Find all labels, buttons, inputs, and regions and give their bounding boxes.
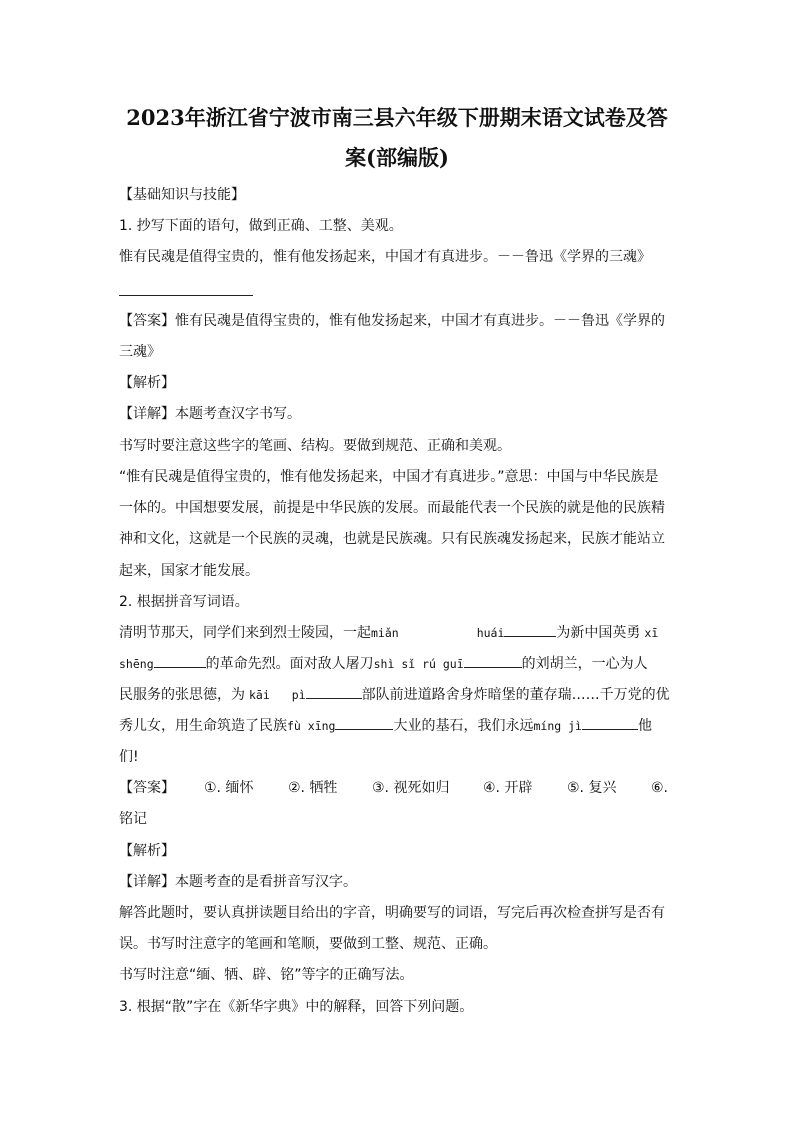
q2-passage-line-2 <box>119 653 648 675</box>
q1-explain-2: “惟有民魂是值得宝贵的，惟有他发扬起来，中国才有真进步。”意思：中国与中华民族是 <box>119 469 659 485</box>
q1-explain-3: 一体的。中国想要发展，前提是中华民族的发展。而最能代表一个民族的就是他的民族精 <box>119 500 665 516</box>
q2-text: 部队前进道路舍身炸暗堡的董存瑞……千万党的优 <box>361 687 670 703</box>
q1-explain-4: 神和文化，这就是一个民族的灵魂，也就是民族魂。只有民族魂发扬起来，民族才能站立 <box>119 531 665 547</box>
q2-explain-1: 解答此题时，要认真拼读题目给出的字音，明确要写的词语，写完后再次检查拼写是否有 <box>119 905 665 921</box>
q2-text: 的革命先烈。面对敌人屠刀 <box>205 656 374 672</box>
pinyin-xi: xī <box>644 626 659 640</box>
q2-text: 秀儿女，用生命筑造了民族 <box>119 718 287 734</box>
q2-answer-label: 【答案】 <box>119 780 175 796</box>
q2-answer-6: ⑥. <box>651 780 669 796</box>
blank-3[interactable] <box>464 653 522 668</box>
q2-answer-4: ④. 开辟 <box>483 780 533 796</box>
blank-4[interactable] <box>306 684 362 699</box>
pinyin-mian: miǎn <box>371 626 399 640</box>
blank-1[interactable] <box>504 622 556 637</box>
pinyin-kai: kāi <box>249 688 270 702</box>
q1-prompt: 1. 抄写下面的语句，做到正确、工整、美观。 <box>119 218 403 234</box>
blank-5[interactable] <box>335 715 393 730</box>
q1-analysis-label: 【解析】 <box>119 375 175 391</box>
q1-explain-1: 书写时要注意这些字的笔画、结构。要做到规范、正确和美观。 <box>119 438 511 454</box>
q2-text: 大业的基石，我们永远 <box>393 718 534 734</box>
section-heading: 【基础知识与技能】 <box>119 187 245 203</box>
q2-answer-row <box>119 777 673 799</box>
q1-explain-5: 起来，国家才能发展。 <box>119 563 259 579</box>
q2-text: 的刘胡兰，一心为人 <box>521 656 648 672</box>
q2-answer-3: ③. 视死如归 <box>372 780 450 796</box>
q2-detail: 【详解】本题考查的是看拼音写汉字。 <box>119 874 357 890</box>
pinyin-huai: huái <box>476 626 505 640</box>
q2-text: 为新中国英勇 <box>556 625 641 641</box>
blank-2[interactable] <box>154 653 206 668</box>
q2-text: 他 <box>637 718 652 734</box>
q2-explain-2: 误。书写时注意字的笔画和笔顺，要做到工整、规范、正确。 <box>119 936 497 952</box>
pinyin-shisirugui: shì sǐ rú guī <box>373 657 464 671</box>
q2-answer-tail: 铭记 <box>119 811 147 827</box>
q1-answer-blank <box>119 295 253 296</box>
q2-passage-line-1 <box>119 622 658 644</box>
q2-passage-line-4 <box>119 715 652 737</box>
q3-prompt: 3. 根据“散”字在《新华字典》中的解释，回答下列问题。 <box>119 999 474 1015</box>
pinyin-fuxing: fù xīng <box>287 719 336 733</box>
q2-passage-line-3 <box>119 684 670 706</box>
pinyin-pi: pì <box>291 688 306 702</box>
q1-answer-line-1: 【答案】惟有民魂是值得宝贵的，惟有他发扬起来，中国才有真进步。－－鲁迅《学界的 <box>119 313 665 329</box>
q1-sentence: 惟有民魂是值得宝贵的，惟有他发扬起来，中国才有真进步。－－鲁迅《学界的三魂》 <box>119 249 651 265</box>
q2-passage-line-5: 们! <box>119 749 139 765</box>
q2-text: 清明节那天，同学们来到烈士陵园，一起 <box>119 625 371 641</box>
pinyin-sheng: shēng <box>119 657 154 671</box>
document-title-line-2: 案(部编版) <box>345 145 449 170</box>
document-title-line-1: 2023年浙江省宁波市南三县六年级下册期末语文试卷及答 <box>126 105 668 130</box>
q2-answer-5: ⑤. 复兴 <box>567 780 617 796</box>
q1-answer-line-2: 三魂》 <box>119 344 161 360</box>
q2-answer-2: ②. 牺牲 <box>288 780 338 796</box>
blank-6[interactable] <box>582 715 638 730</box>
q1-detail: 【详解】本题考查汉字书写。 <box>119 406 301 422</box>
q2-analysis-label: 【解析】 <box>119 843 175 859</box>
q2-answer-1: ①. 缅怀 <box>204 780 254 796</box>
q2-text: 民服务的张思德，为 <box>119 687 245 703</box>
q2-explain-3: 书写时注意“缅、牺、辟、铭”等字的正确写法。 <box>119 967 414 983</box>
q2-prompt: 2. 根据拼音写词语。 <box>119 594 249 610</box>
pinyin-mingji: míng jì <box>533 719 582 733</box>
